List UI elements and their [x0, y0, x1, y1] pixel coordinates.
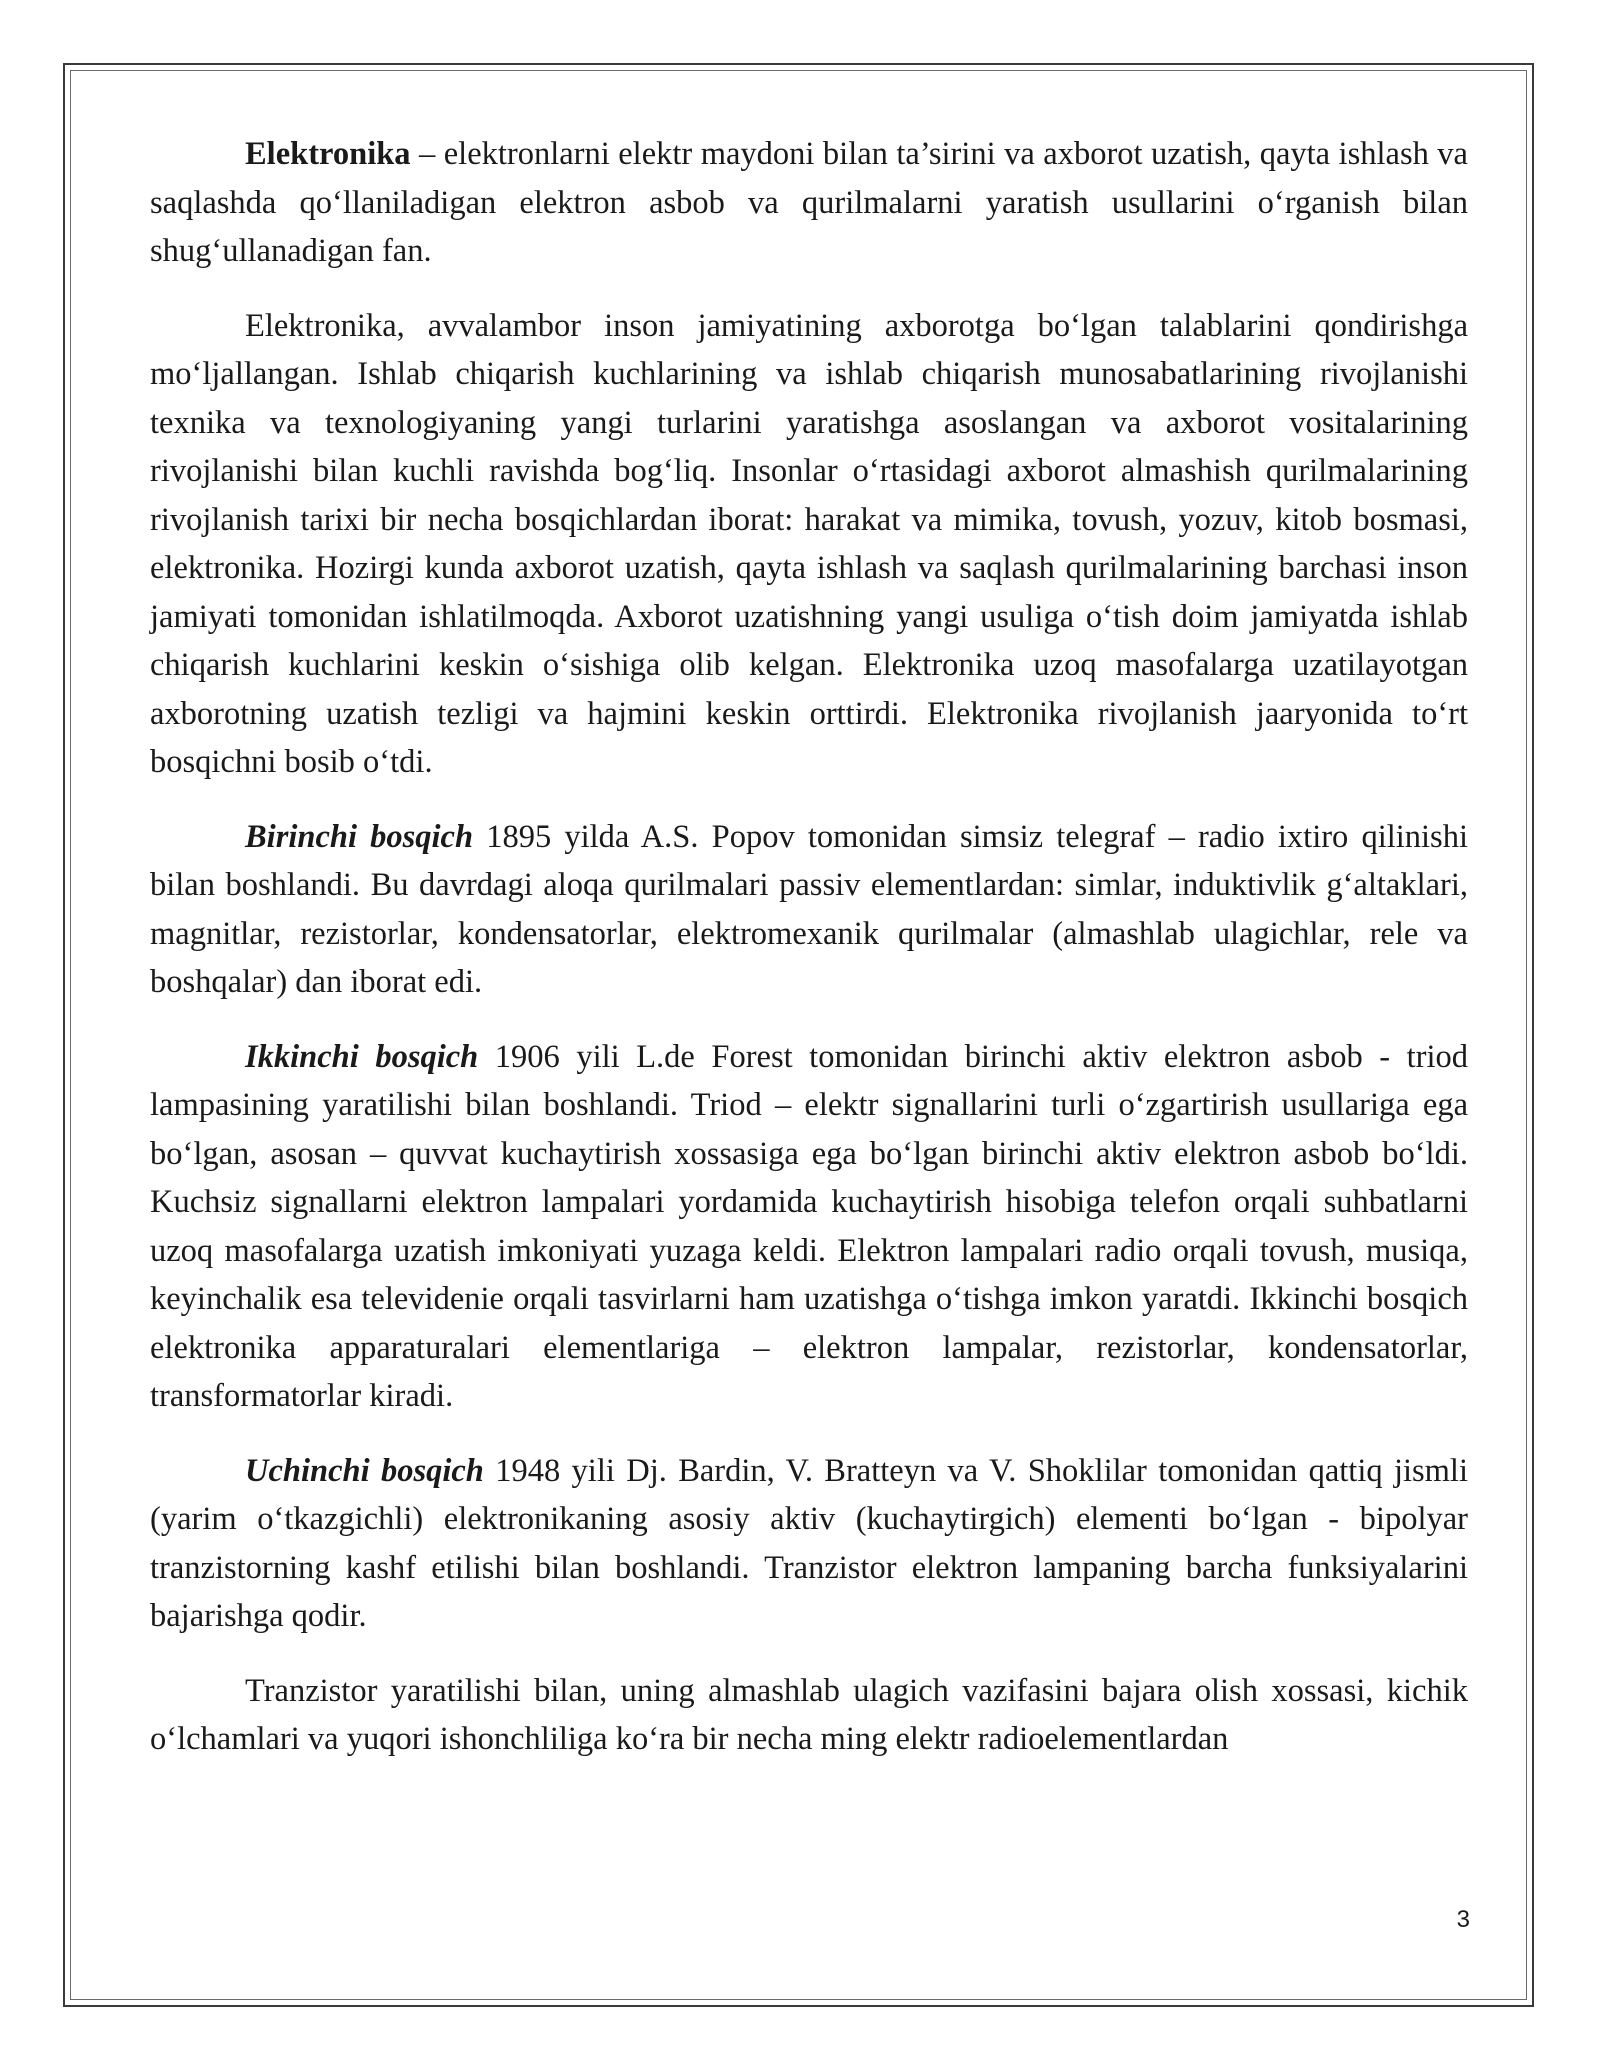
paragraph-text: – elektronlarni elektr maydoni bilan ta’sirini va axborot uzatish, qayta ishlash va saqlashda qo‘llaniladigan elektron asbob va qurilmalarni yaratish usullarini o‘rganish bilan shug‘ullanadigan fan. [150, 136, 1468, 269]
paragraph-stage-one [150, 813, 1468, 1007]
page-number: 3 [1456, 1906, 1470, 1933]
paragraph-text: 1948 yili Dj. Bardin, V. Bratteyn va V. Shoklilar tomonidan qattiq jismli (yarim o‘tkazgichli) elektronikaning asosiy aktiv (kuchaytirgich) elementi bo‘lgan - bipolyar tranzistorning kashf etilishi bilan boshlandi. Tranzistor elektron lampaning barcha funksiyalarini bajarishga qodir. [150, 1452, 1468, 1634]
term-elektronika: Elektronika [245, 136, 411, 172]
paragraph-text: Tranzistor yaratilishi bilan, uning almashlab ulagich vazifasini bajara olish xossasi, kichik o‘lchamlari va yuqori ishonchliliga ko‘ra bir necha ming elektr radioelementlardan [150, 1672, 1468, 1757]
paragraph-stage-two [150, 1033, 1468, 1421]
stage-heading-first: Birinchi bosqich [245, 818, 474, 855]
paragraph-text: Elektronika, avvalambor inson jamiyatining axborotga bo‘lgan talablarini qondirishga mo‘ljallangan. Ishlab chiqarish kuchlarining va ishlab chiqarish munosabatlarining rivojlanishi texnika va texnologiyaning yangi turlarini yaratishga asoslangan va axborot vositalarining rivojlanishi bilan kuchli ravishda bog‘liq. Insonlar o‘rtasidagi axborot almashish qurilmalarining rivojlanish tarixi bir necha bosqichlardan iborat: harakat va mimika, tovush, yozuv, kitob bosmasi, elektronika. Hozirgi kunda axborot uzatish, qayta ishlash va saqlash qurilmalarining barchasi inson jamiyati tomonidan ishlatilmoqda. Axborot uzatishning yangi usuliga o‘tish doim jamiyatda ishlab chiqarish kuchlarini keskin o‘sishiga olib kelgan. Elektronika uzoq masofalarga uzatilayotgan axborotning uzatish tezligi va hajmini keskin orttirdi. Elektronika rivojlanish jaaryonida to‘rt bosqichni bosib o‘tdi. [150, 307, 1468, 780]
paragraph-text: 1906 yili L.de Forest tomonidan birinchi aktiv elektron asbob - triod lampasining yaratilishi bilan boshlandi. Triod – elektr signallarini turli o‘zgartirish usullariga ega bo‘lgan, asosan – quvvat kuchaytirish xossasiga ega bo‘lgan birinchi aktiv elektron asbob bo‘ldi. Kuchsiz signallarni elektron lampalari yordamida kuchaytirish hisobiga telefon orqali suhbatlarni uzoq masofalarga uzatish imkoniyati yuzaga keldi. Elektron lampalari radio orqali tovush, musiqa, keyinchalik esa televidenie orqali tasvirlarni ham uzatishga o‘tishga imkon yaratdi. Ikkinchi bosqich elektronika apparaturalari elementlariga – elektron lampalar, rezistorlar, kondensatorlar, transformatorlar kiradi. [150, 1038, 1468, 1414]
paragraph-text: 1895 yilda A.S. Popov tomonidan simsiz telegraf – radio ixtiro qilinishi bilan boshlandi. Bu davrdagi aloqa qurilmalari passiv elementlardan: simlar, induktivlik g‘altaklari, magnitlar, rezistorlar, kondensatorlar, elektromexanik qurilmalar (almashlab ulagichlar, rele va boshqalar) dan iborat edi. [150, 818, 1468, 1000]
stage-heading-third: Uchinchi bosqich [245, 1452, 484, 1489]
paragraph-transistor [150, 1667, 1468, 1764]
stage-heading-second: Ikkinchi bosqich [245, 1038, 479, 1075]
document-body [150, 130, 1468, 1790]
paragraph-definition [150, 130, 1468, 276]
paragraph-stage-three [150, 1447, 1468, 1641]
paragraph-history [150, 302, 1468, 787]
